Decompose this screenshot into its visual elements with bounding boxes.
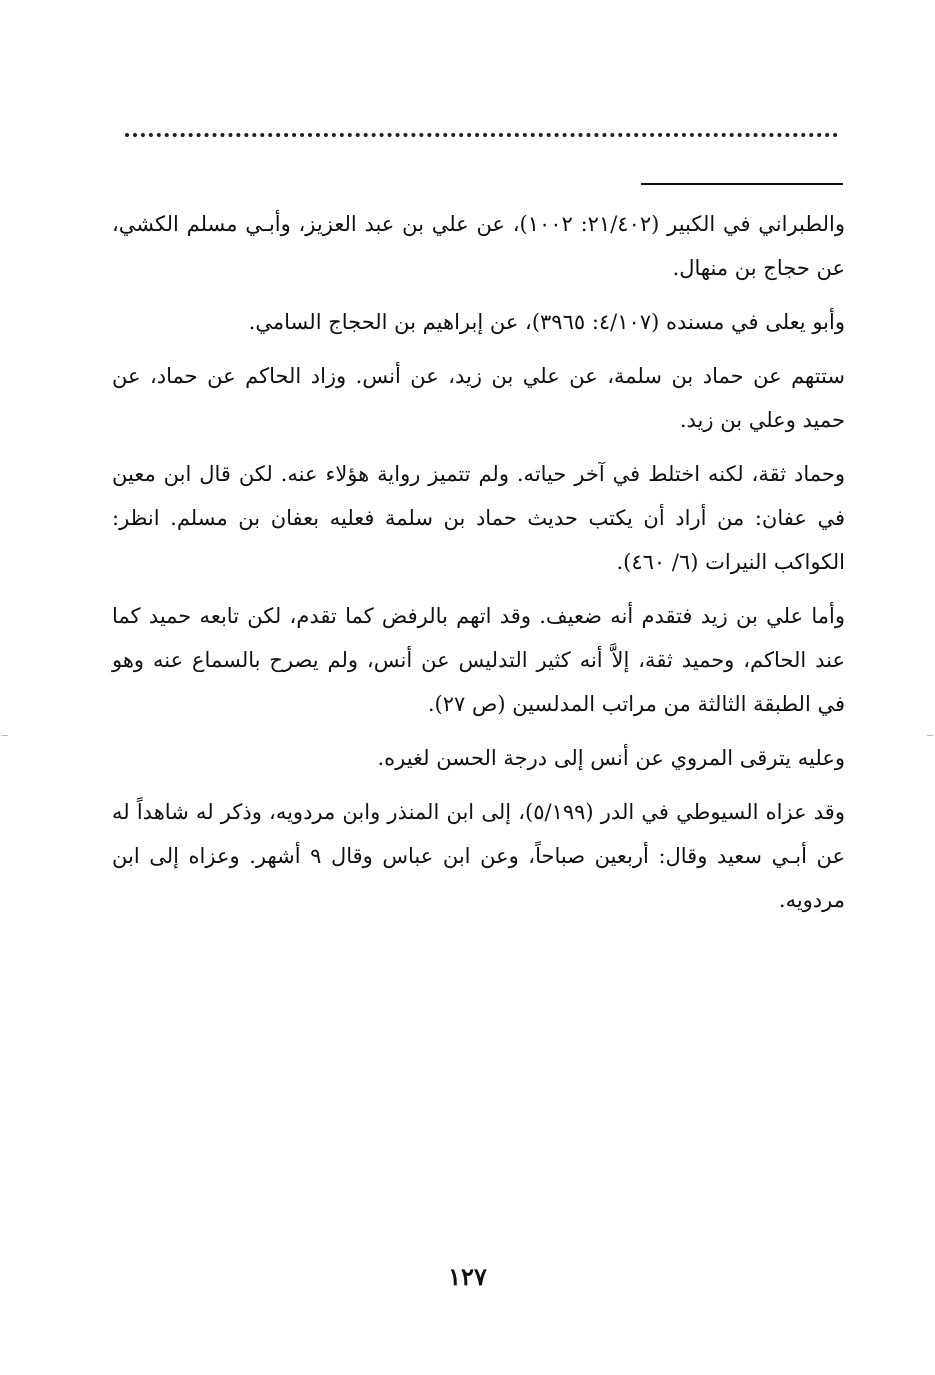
- paragraph-2: وأبو يعلى في مسنده (٤/١٠٧: ٣٩٦٥)، عن إبراهيم بن الحجاج السامي.: [248, 310, 845, 334]
- right-margin-tick: [927, 735, 933, 736]
- paragraph-7: وقد عزاه السيوطي في الدر (٥/١٩٩)، إلى ابن المنذر وابن مردويه، وذكر له شاهداً له عن أبـي سعيد وقال: أربعين صباحاً، وعن ابن عباس وقال ٩ أشهر. وعزاه إلى ابن مردويه.: [112, 800, 845, 912]
- page-number: ١٢٧: [448, 1262, 487, 1291]
- paragraph-3: ستتهم عن حماد بن سلمة، عن علي بن زيد، عن أنس. وزاد الحاكم عن حماد، عن حميد وعلي بن زيد.: [112, 364, 845, 432]
- paragraph-6: وعليه يترقى المروي عن أنس إلى درجة الحسن لغيره.: [377, 746, 845, 770]
- footnote-text-block: [112, 202, 845, 932]
- paragraph-4: وحماد ثقة، لكنه اختلط في آخر حياته. ولم تتميز رواية هؤلاء عنه. لكن قال ابن معين في عفان: من أراد أن يكتب حديث حماد بن سلمة فعليه بعفان بن مسلم. انظر: الكواكب النيرات (٦/ ٤٦٠).: [112, 462, 845, 574]
- paragraph-1: والطبراني في الكبير (٢١/٤٠٢: ١٠٠٢)، عن علي بن عبد العزيز، وأبـي مسلم الكشي، عن حجاج بن منهال.: [112, 212, 845, 280]
- paragraph-5: وأما علي بن زيد فتقدم أنه ضعيف. وقد اتهم بالرفض كما تقدم، لكن تابعه حميد كما عند الحاكم، وحميد ثقة، إلاَّ أنه كثير التدليس عن أنس، ولم يصرح بالسماع عنه وهو في الطبقة الثالثة من مراتب المدلسين (ص ٢٧).: [112, 604, 845, 716]
- footnote-separator-line: [641, 183, 843, 185]
- dotted-separator: [125, 133, 838, 137]
- left-margin-tick: [2, 735, 8, 736]
